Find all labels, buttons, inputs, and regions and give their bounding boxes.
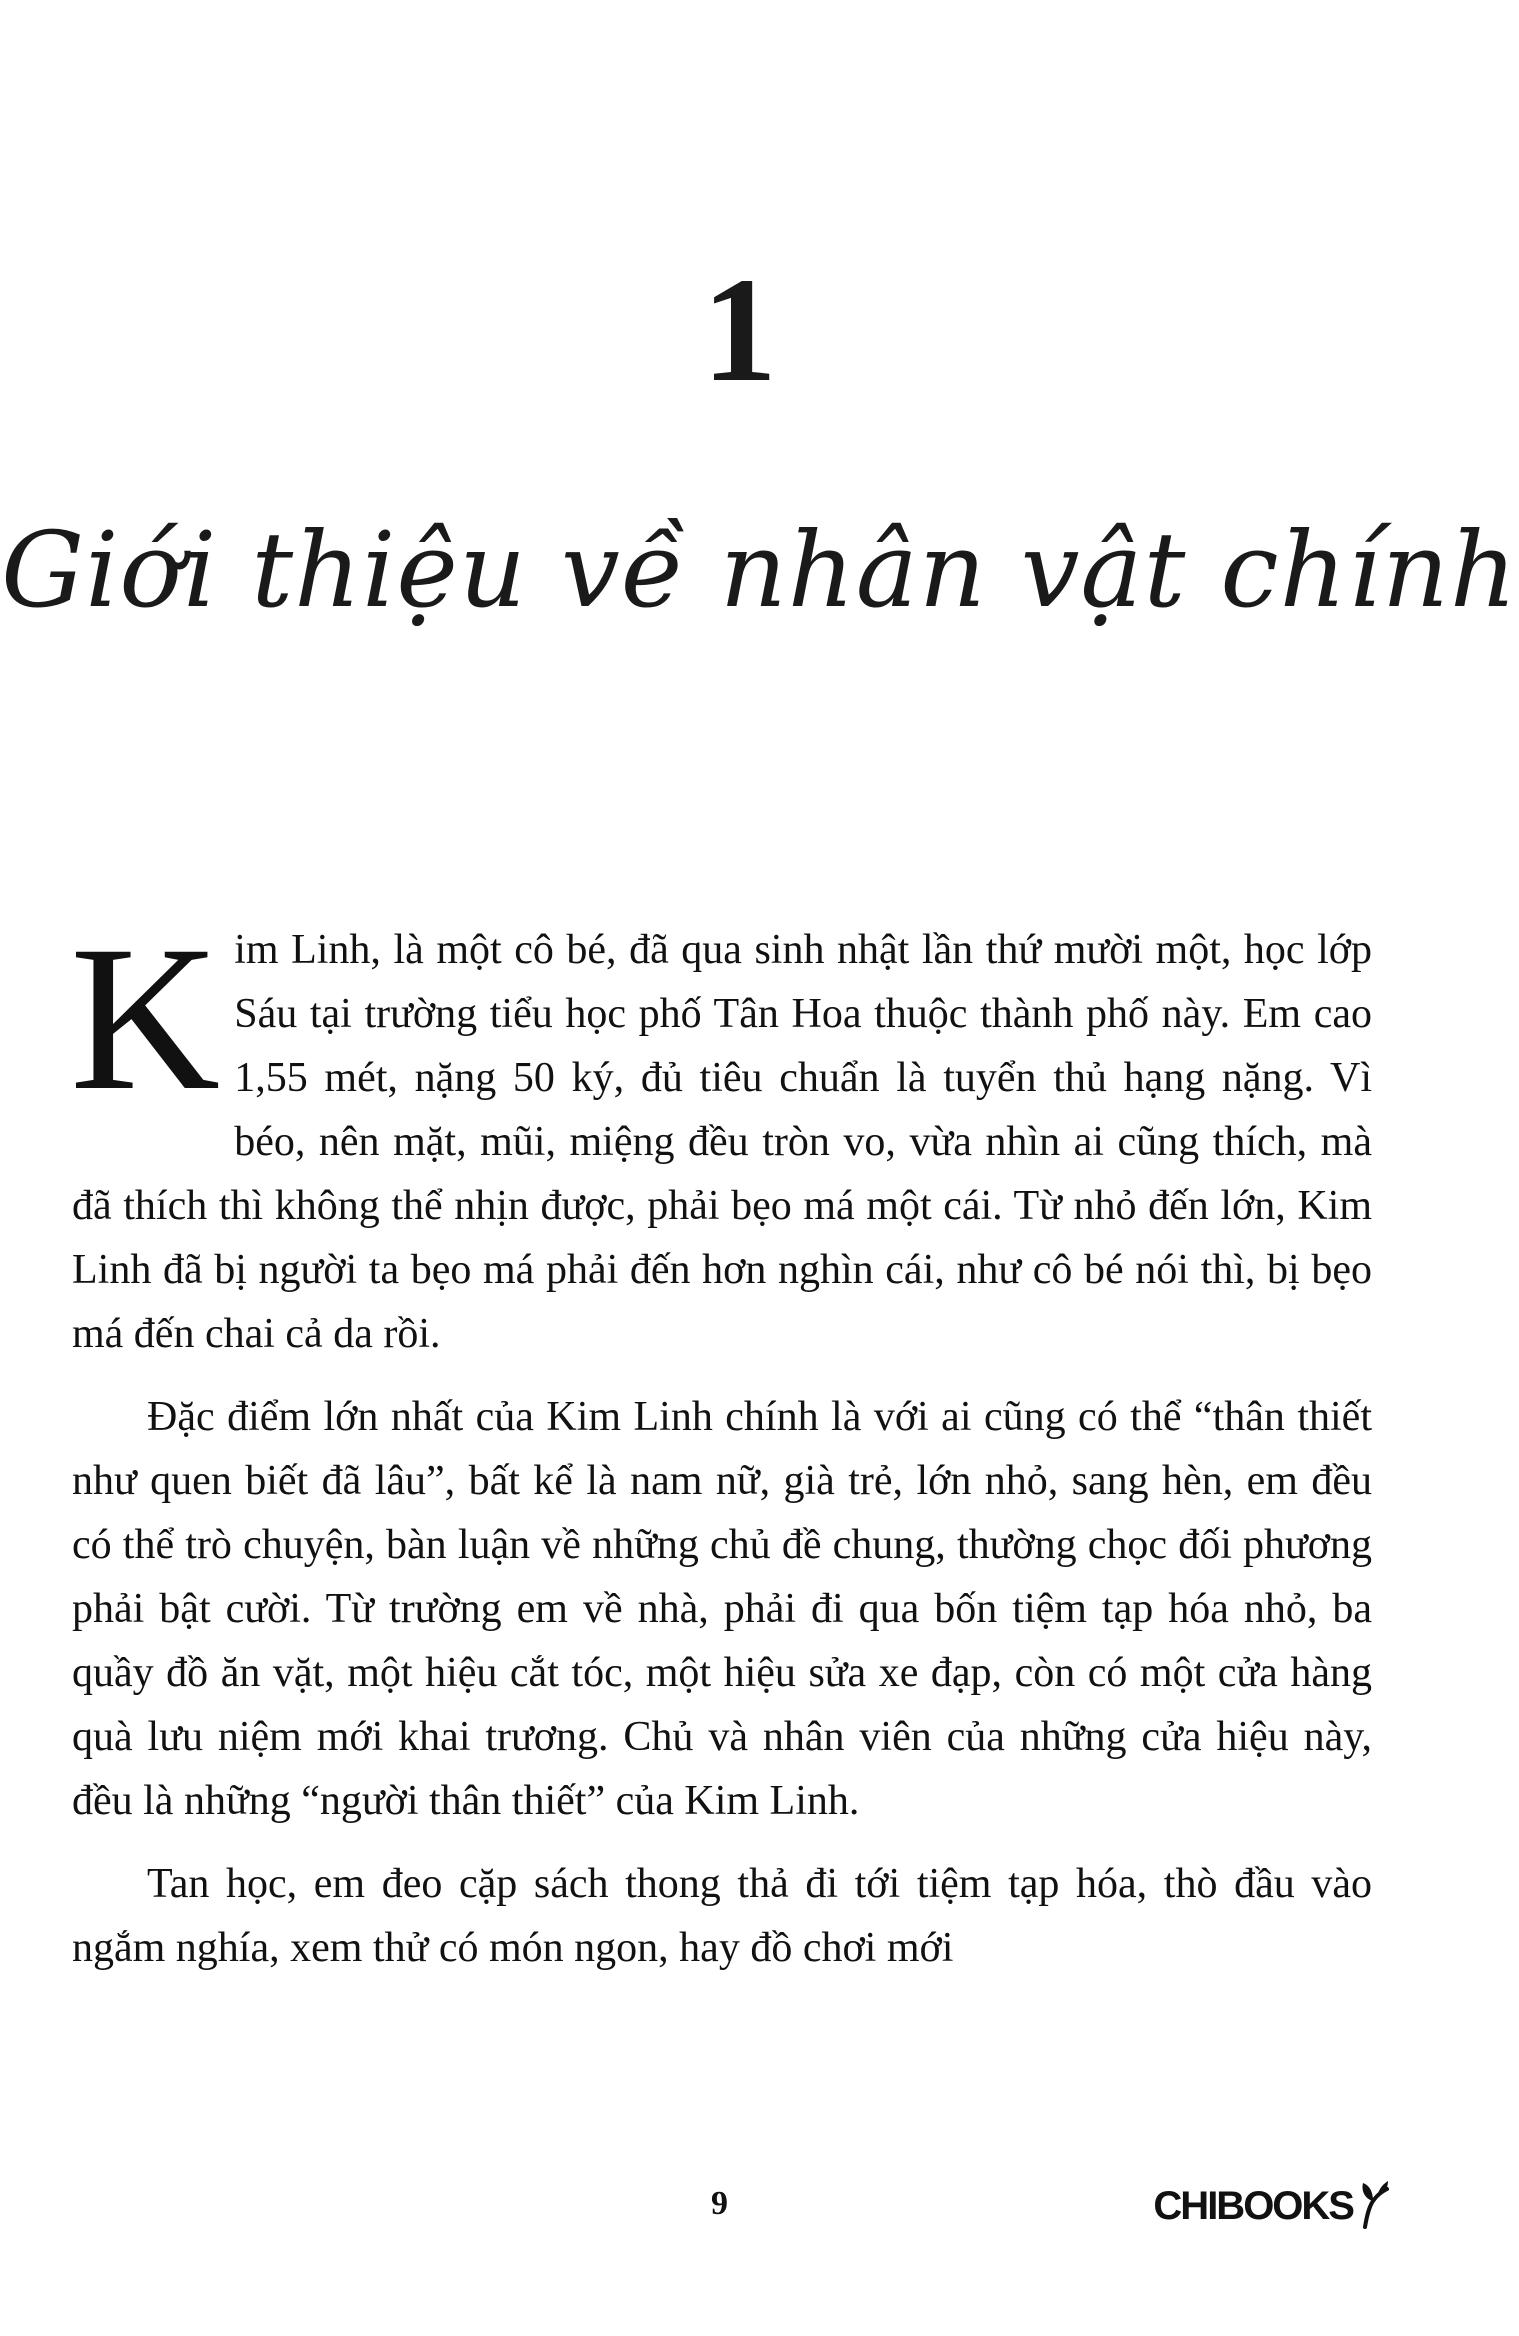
leaf-sprout-icon bbox=[1355, 2177, 1389, 2229]
chapter-title: Giới thiệu về nhân vật chính bbox=[1, 509, 1518, 631]
paragraph-2: Đặc điểm lớn nhất của Kim Linh chính là với ai cũng có thể “thân thiết như quen biết đã lâu”, bất kể là nam nữ, già trẻ, lớn nhỏ, sang hèn, em đều có thể trò chuyện, bàn luận về những chủ đề chung, thường chọc đối phương phải bật cười. Từ trường em về nhà, phải đi qua bốn tiệm tạp hóa nhỏ, ba quầy đồ ăn vặt, một hiệu cắt tóc, một hiệu sửa xe đạp, còn có một cửa hàng quà lưu niệm mới khai trương. Chủ và nhân viên của những cửa hiệu này, đều là những “người thân thiết” của Kim Linh. bbox=[72, 1394, 1372, 1824]
paragraph-1-text: im Linh, là một cô bé, đã qua sinh nhật lần thứ mười một, học lớp Sáu tại trường tiểu học phố Tân Hoa thuộc thành phố này. Em cao 1,55 mét, nặng 50 ký, đủ tiêu chuẩn là tuyển thủ hạng nặng. Vì béo, nên mặt, mũi, miệng đều tròn vo, vừa nhìn ai cũng thích, mà đã thích thì không thể nhịn được, phải bẹo má một cái. Từ nhỏ đến lớn, Kim Linh đã bị người ta bẹo má phải đến hơn nghìn cái, như cô bé nói thì, bị bẹo má đến chai cả da rồi. bbox=[72, 927, 1372, 1357]
publisher-logo bbox=[1153, 2177, 1389, 2229]
paragraph-3: Tan học, em đeo cặp sách thong thả đi tới tiệm tạp hóa, thò đầu vào ngắm nghía, xem thử có món ngon, hay đồ chơi mới bbox=[72, 1861, 1372, 1971]
publisher-name: CHIBOOKS bbox=[1153, 2184, 1353, 2228]
paragraph-1 bbox=[70, 903, 1372, 1366]
drop-cap: K bbox=[70, 903, 221, 1133]
chapter-number: 1 bbox=[702, 247, 777, 413]
chapter-body bbox=[70, 903, 1372, 1980]
page-number: 9 bbox=[711, 2185, 728, 2222]
